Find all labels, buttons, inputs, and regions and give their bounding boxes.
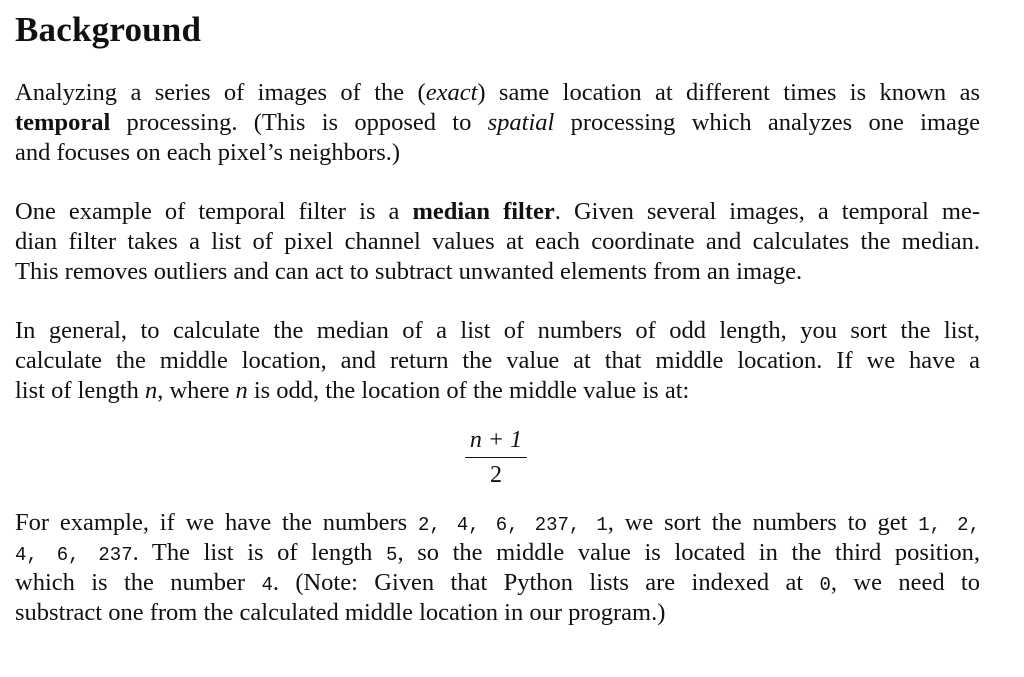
text-run: processing which analyzes one image [554, 109, 981, 136]
text-run: For example, if we have the numbers [15, 509, 418, 536]
math-variable: n [235, 377, 248, 404]
text-line [15, 346, 980, 376]
text-run: , where [157, 377, 236, 404]
text-run: , we sort the numbers to get [607, 509, 919, 536]
inline-code: 0 [819, 574, 831, 596]
formula-denominator: 2 [490, 462, 502, 488]
text-line [15, 376, 980, 406]
paragraph-temporal-processing [15, 78, 980, 168]
inline-code: 4 [261, 574, 273, 596]
text-line [15, 108, 980, 138]
text-line [15, 78, 980, 108]
math-variable: n [144, 377, 158, 404]
text-run: processing. (This is opposed to [110, 109, 488, 136]
text-run: . (Note: Given that Python lists are indexed at [272, 569, 820, 596]
text-line [15, 598, 980, 628]
formula-numerator: n + 1 [469, 427, 523, 453]
inline-code: 4, 6, 237 [15, 544, 133, 566]
text-run: ) same location at different times is known as [477, 79, 980, 106]
text-run: and focuses on each pixel’s neighbors.) [15, 139, 401, 166]
inline-code: 5 [386, 544, 398, 566]
paragraph-median-calculation [15, 316, 980, 406]
text-line [15, 138, 980, 168]
text-line [15, 227, 980, 257]
text-run: calculate the middle location, and return the value at that middle location. If we have a [15, 347, 980, 374]
text-run: which is the number [15, 569, 262, 596]
text-run: Analyzing a series of images of the ( [15, 79, 426, 106]
text-run: , we need to [830, 569, 980, 596]
inline-code: 1, 2, [918, 514, 980, 536]
text-run: is odd, the location of the middle value is at: [247, 377, 690, 404]
text-run: substract one from the calculated middle location in our program.) [15, 599, 666, 626]
paragraph-example [15, 508, 980, 628]
emphasis: spatial [487, 109, 555, 136]
text-run: . Given several images, a temporal me- [554, 198, 980, 225]
emphasis: exact [425, 79, 478, 106]
bold-term: temporal [15, 109, 111, 136]
text-line [15, 257, 980, 287]
text-line [15, 197, 980, 227]
section-title: Background [15, 10, 202, 49]
text-run: One example of temporal filter is a [15, 198, 413, 225]
text-run: In general, to calculate the median of a list of numbers of odd length, you sort the list, [15, 317, 980, 344]
text-run: list of length [15, 377, 145, 404]
text-line [15, 508, 980, 538]
text-run: dian filter takes a list of pixel channel values at each coordinate and calculates the median. [15, 228, 980, 255]
fraction-bar [465, 457, 527, 458]
text-run: This removes outliers and can act to subtract unwanted elements from an image. [15, 258, 803, 285]
text-run: . The list is of length [132, 539, 387, 566]
bold-term: median filter [412, 198, 555, 225]
inline-code: 2, 4, 6, 237, 1 [417, 514, 608, 536]
text-run: , so the middle value is located in the third position, [397, 539, 981, 566]
text-line [15, 316, 980, 346]
text-line [15, 568, 980, 598]
middle-location-formula [465, 425, 527, 490]
paragraph-median-filter [15, 197, 980, 287]
text-line [15, 538, 980, 568]
